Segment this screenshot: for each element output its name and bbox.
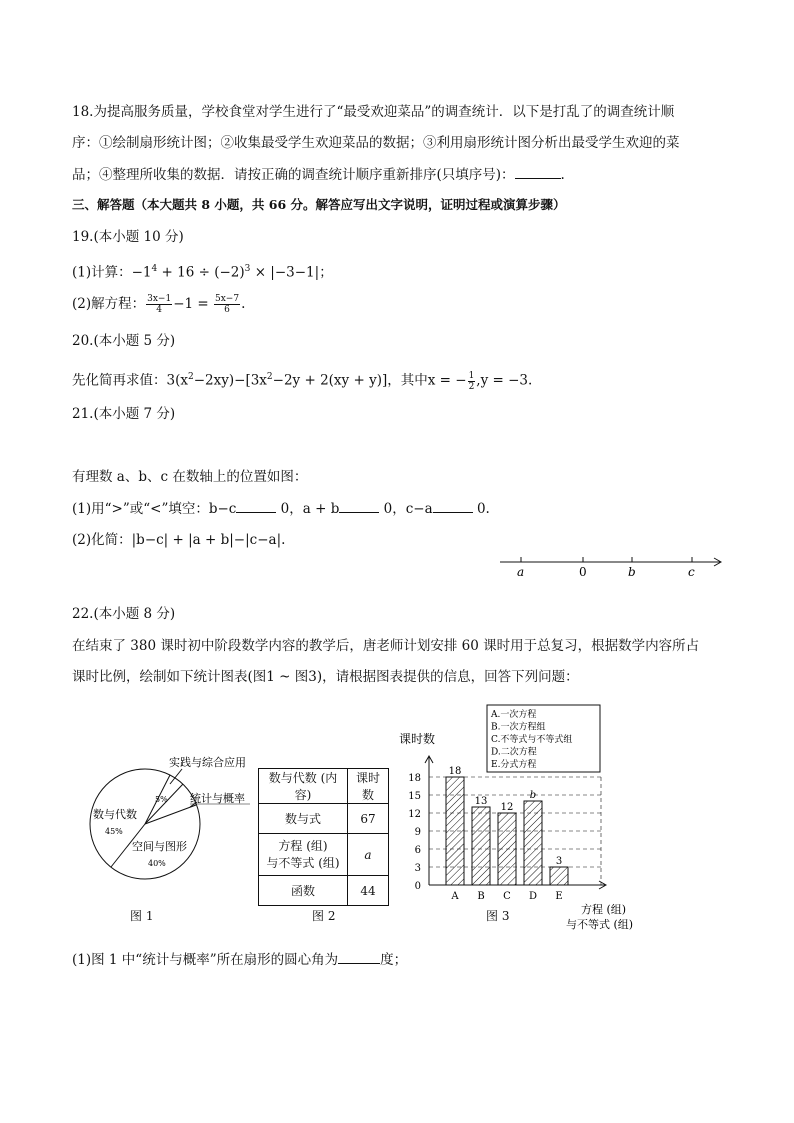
q19-frac1-num: 3x−1	[147, 294, 172, 304]
q22-p1-a: (1)图 1 中“统计与概率”所在扇形的圆心角为	[72, 952, 339, 968]
q20-text-b: −2xy)−[3x	[193, 372, 267, 389]
chart-category-label: B	[477, 891, 485, 902]
chart-value-label: 12	[500, 802, 514, 813]
q18-line-3-text: 品；④整理所收集的数据．请按正确的调查统计顺序重新排序(只填序号)：	[72, 167, 515, 183]
chart-value-label: 18	[448, 766, 462, 777]
q21-p1-a: (1)用“>”或“<”填空：b−c	[72, 501, 237, 517]
q19-frac1-den: 4	[156, 305, 163, 315]
q19-p1-exp2: 3	[244, 264, 251, 274]
q19-p2-mid: −1 =	[173, 296, 213, 312]
q20-fraction	[468, 371, 476, 392]
chart-ylabel: 课时数	[399, 732, 436, 746]
pie-label-stats: 统计与概率	[190, 792, 245, 805]
q19-p2-label: (2)解方程：	[72, 296, 146, 312]
axis-label-a: a	[517, 565, 525, 579]
table-header-row	[259, 769, 389, 804]
pie-label-geometry: 空间与图形	[132, 840, 187, 853]
chart-category-label: A	[451, 891, 459, 902]
q19-p2-end: .	[241, 296, 246, 312]
chart-category-label: E	[555, 891, 563, 902]
table-cell: 44	[348, 876, 389, 906]
q19-p1-a: −1	[131, 264, 152, 281]
chart-legend-entry: D.二次方程	[491, 747, 537, 758]
chart-xlabel-line-1: 方程 (组)	[581, 903, 627, 916]
q19-p1-exp1: 4	[151, 264, 158, 274]
chart-bar	[472, 807, 490, 885]
q19-fraction-1	[146, 294, 172, 315]
q19-p1-b: + 16 ÷ (−2)	[157, 264, 245, 281]
table-cell: 函数	[259, 876, 348, 906]
chart-ytick-label: 3	[414, 863, 421, 874]
q22-line-2: 课时比例，绘制如下统计图表(图1 ~ 图3)，请根据图表提供的信息，回答下列问题：	[72, 669, 579, 685]
chart-category-label: D	[528, 891, 538, 902]
number-line	[495, 548, 730, 580]
chart-ytick-label: 15	[408, 791, 421, 802]
q19-part-1	[72, 259, 333, 283]
figure-3-bar-chart	[395, 700, 655, 940]
table-cell-line-2: 与不等式 (组)	[266, 855, 340, 870]
q21-p1-b: 0，a + b	[276, 501, 340, 517]
table-cell-line-1: 方程 (组)	[278, 838, 328, 853]
chart-bar	[524, 801, 542, 885]
table-row	[259, 876, 389, 906]
table-row	[259, 804, 389, 834]
q21-blank-2[interactable]	[339, 498, 379, 513]
chart-ytick-label: 9	[414, 827, 421, 838]
q18-line-1: 18.为提高服务质量，学校食堂对学生进行了“最受欢迎菜品”的调查统计．以下是打乱了的调查统计顺	[72, 104, 675, 120]
chart-bar	[446, 777, 464, 885]
figure-1-caption: 图 1	[130, 909, 154, 923]
chart-ytick-label: 12	[408, 809, 421, 820]
chart-legend-entry: A.一次方程	[491, 710, 537, 720]
q22-answer-blank[interactable]	[338, 949, 380, 964]
q22-line-1: 在结束了 380 课时初中阶段数学内容的教学后，唐老师计划安排 60 课时用于总复习，根据数学内容所占	[72, 638, 700, 654]
q19-frac2-den: 6	[224, 305, 230, 315]
q21-part-2: (2)化简：|b−c| + |a + b|−|c−a|.	[72, 532, 286, 548]
table-cell: 67	[348, 804, 389, 834]
pie-label-geometry-pct: 40%	[148, 859, 166, 868]
table-cell: 数与式	[259, 804, 348, 834]
q20-sup-2: 2	[266, 372, 273, 382]
q21-part-1	[72, 498, 490, 519]
table-header-content: 数与代数 (内容)	[259, 769, 348, 804]
chart-ytick-label: 6	[414, 845, 421, 856]
chart-legend-entry: E.分式方程	[491, 760, 537, 770]
pie-label-algebra: 数与代数	[93, 808, 137, 821]
q19-p1-label: (1)计算：	[72, 264, 132, 281]
figure-1-pie	[82, 752, 257, 892]
figure-3-caption: 图 3	[486, 909, 510, 923]
q21-header: 21.(本小题 7 分)	[72, 406, 176, 422]
q20-sup-1: 2	[187, 372, 194, 382]
q20-text	[72, 364, 532, 394]
pie-label-algebra-pct: 45%	[105, 827, 123, 836]
axis-label-b: b	[628, 565, 636, 579]
q18-line-3-end: .	[560, 167, 565, 183]
q20-frac-num: 1	[468, 370, 475, 381]
figure-2-caption: 图 2	[312, 909, 336, 923]
q20-header: 20.(本小题 5 分)	[72, 333, 176, 349]
chart-xlabel-line-2: 与不等式 (组)	[566, 918, 634, 931]
pie-label-practice: 实践与综合应用	[169, 756, 246, 769]
pie-label-practice-pct: 5%	[155, 795, 168, 804]
table-row	[259, 834, 389, 876]
q19-part-2	[72, 291, 245, 317]
q21-blank-1[interactable]	[236, 498, 276, 513]
q21-p1-d: 0.	[472, 501, 490, 517]
q20-text-a: 先化简再求值：3(x	[72, 372, 188, 389]
table-cell: a	[348, 834, 389, 876]
q20-text-d: ,y = −3.	[476, 372, 533, 389]
chart-bar	[498, 813, 516, 885]
chart-bar	[550, 867, 568, 885]
q21-blank-3[interactable]	[433, 498, 473, 513]
q18-line-3	[72, 164, 565, 185]
chart-ytick-label: 18	[408, 773, 421, 784]
q20-frac-den: 2	[468, 381, 475, 392]
q18-answer-blank[interactable]	[515, 164, 561, 179]
pie-divider-3	[145, 805, 196, 824]
chart-legend-entry: B.一次方程组	[491, 722, 546, 733]
chart-layer	[408, 756, 606, 902]
chart-value-label: 3	[555, 856, 563, 867]
chart-category-label: C	[503, 891, 511, 902]
q20-text-c: −2y + 2(xy + y)]，其中x = −	[272, 372, 467, 389]
table-header-hours: 课时数	[348, 769, 389, 804]
table-cell	[259, 834, 348, 876]
q22-header: 22.(本小题 8 分)	[72, 606, 176, 622]
q18-line-2: 序：①绘制扇形统计图；②收集最受学生欢迎菜品的数据；③利用扇形统计图分析出最受学生欢迎的菜	[72, 135, 680, 151]
axis-label-0: 0	[579, 565, 587, 579]
axis-label-c: c	[688, 565, 695, 579]
q22-part-1	[72, 949, 407, 970]
q19-frac2-num: 5x−7	[215, 294, 240, 304]
q21-p1-c: 0，c−a	[379, 501, 433, 517]
q19-p1-c: × |−3−1|；	[250, 264, 333, 281]
q22-p1-b: 度；	[380, 952, 408, 968]
pie-divider-2	[145, 784, 183, 824]
chart-value-label: 13	[474, 796, 488, 807]
chart-ytick-label: 0	[414, 881, 421, 892]
q19-fraction-2	[214, 294, 240, 315]
q19-header: 19.(本小题 10 分)	[72, 229, 184, 245]
q21-intro: 有理数 a、b、c 在数轴上的位置如图：	[72, 469, 308, 485]
chart-legend-entry: C.不等式与不等式组	[491, 735, 573, 745]
figure-2-table	[258, 768, 389, 906]
chart-value-label: b	[529, 790, 537, 801]
section-3-heading: 三、解答题（本大题共 8 小题，共 66 分。解答应写出文字说明，证明过程或演算步骤）	[72, 197, 566, 212]
